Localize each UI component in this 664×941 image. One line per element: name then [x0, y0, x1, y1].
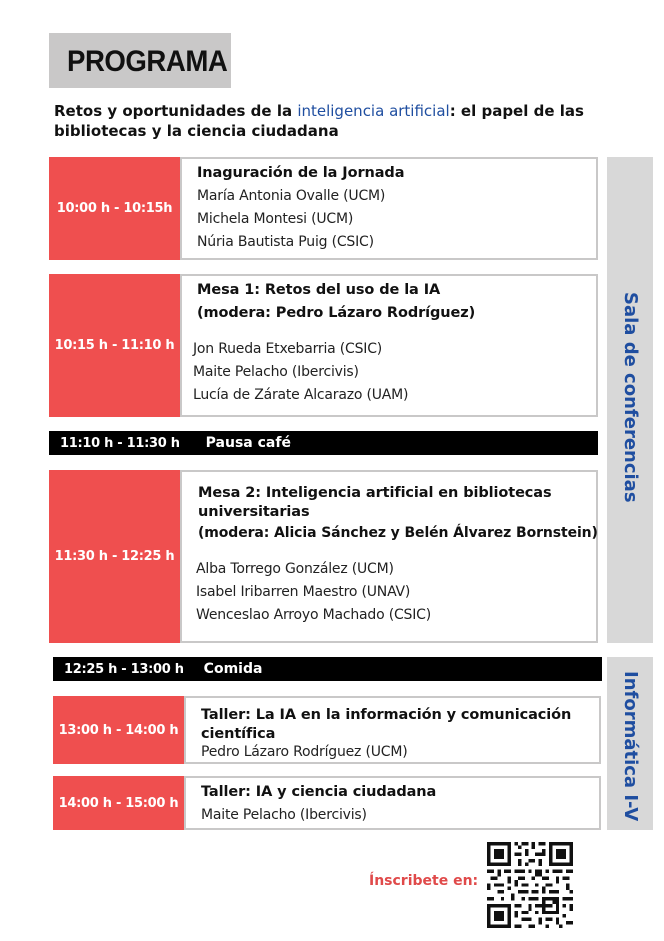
subtitle-after: : el papel de las bibliotecas y la ciencia ciudadana	[54, 102, 584, 140]
room-2-label: Informática I-V	[620, 671, 641, 822]
session-5-card	[184, 776, 601, 830]
session-5-speaker-1: Maite Pelacho (Ibercivis)	[201, 807, 367, 823]
page-subtitle	[54, 101, 599, 141]
session-3-card	[180, 470, 598, 643]
session-2-title: Mesa 1: Retos del uso de la IA	[197, 282, 441, 298]
subtitle-highlight: inteligencia artificial	[297, 102, 450, 120]
session-4-time: 13:00 h - 14:00 h	[53, 696, 184, 764]
session-3-speaker-2: Isabel Iribarren Maestro (UNAV)	[196, 584, 411, 600]
subtitle-before: Retos y oportunidades de la	[54, 102, 298, 120]
session-2-time: 10:15 h - 11:10 h	[49, 274, 180, 417]
room-bar-2	[607, 657, 653, 830]
session-1-card	[180, 157, 598, 260]
break-2-label: Comida	[203, 661, 263, 677]
break-1-label: Pausa café	[205, 435, 291, 451]
room-1-label: Sala de conferencias	[620, 292, 641, 503]
break-2-time: 12:25 h - 13:00 h	[64, 661, 184, 677]
session-1-speaker-3: Núria Bautista Puig (CSIC)	[197, 234, 374, 250]
break-1	[49, 431, 598, 455]
session-2-moderator: (modera: Pedro Lázaro Rodríguez)	[197, 305, 476, 321]
session-1-speaker-1: María Antonia Ovalle (UCM)	[197, 188, 386, 204]
session-5-title: Taller: IA y ciencia ciudadana	[201, 784, 437, 800]
session-3-moderator: (modera: Alicia Sánchez y Belén Álvarez Bornstein)	[198, 525, 598, 541]
room-bar-1	[607, 157, 653, 643]
session-2-speaker-1: Jon Rueda Etxebarria (CSIC)	[193, 341, 383, 357]
break-2	[53, 657, 602, 681]
session-2-card	[180, 274, 598, 417]
session-3-speaker-3: Wenceslao Arroyo Machado (CSIC)	[196, 607, 431, 623]
session-3-title: Mesa 2: Inteligencia artificial en bibliotecas universitarias	[198, 485, 552, 520]
break-1-time: 11:10 h - 11:30 h	[60, 435, 180, 451]
qr-code-icon[interactable]	[487, 842, 573, 928]
session-5-time: 14:00 h - 15:00 h	[53, 776, 184, 830]
session-2-speaker-3: Lucía de Zárate Alcarazo (UAM)	[193, 387, 409, 403]
session-4-speaker-1: Pedro Lázaro Rodríguez (UCM)	[201, 744, 408, 760]
session-4-title: Taller: La IA en la información y comunicación científica	[201, 707, 572, 742]
session-4-card	[184, 696, 601, 764]
session-3-speaker-1: Alba Torrego González (UCM)	[196, 561, 394, 577]
session-1-speaker-2: Michela Montesi (UCM)	[197, 211, 354, 227]
session-1-title: Inaguración de la Jornada	[197, 165, 405, 181]
title-box	[49, 33, 231, 88]
session-2-speaker-2: Maite Pelacho (Ibercivis)	[193, 364, 359, 380]
page-title: PROGRAMA	[67, 45, 228, 78]
session-3-time: 11:30 h - 12:25 h	[49, 470, 180, 643]
register-label: Ínscribete en:	[369, 873, 479, 889]
session-1-time: 10:00 h - 10:15h	[49, 157, 180, 260]
